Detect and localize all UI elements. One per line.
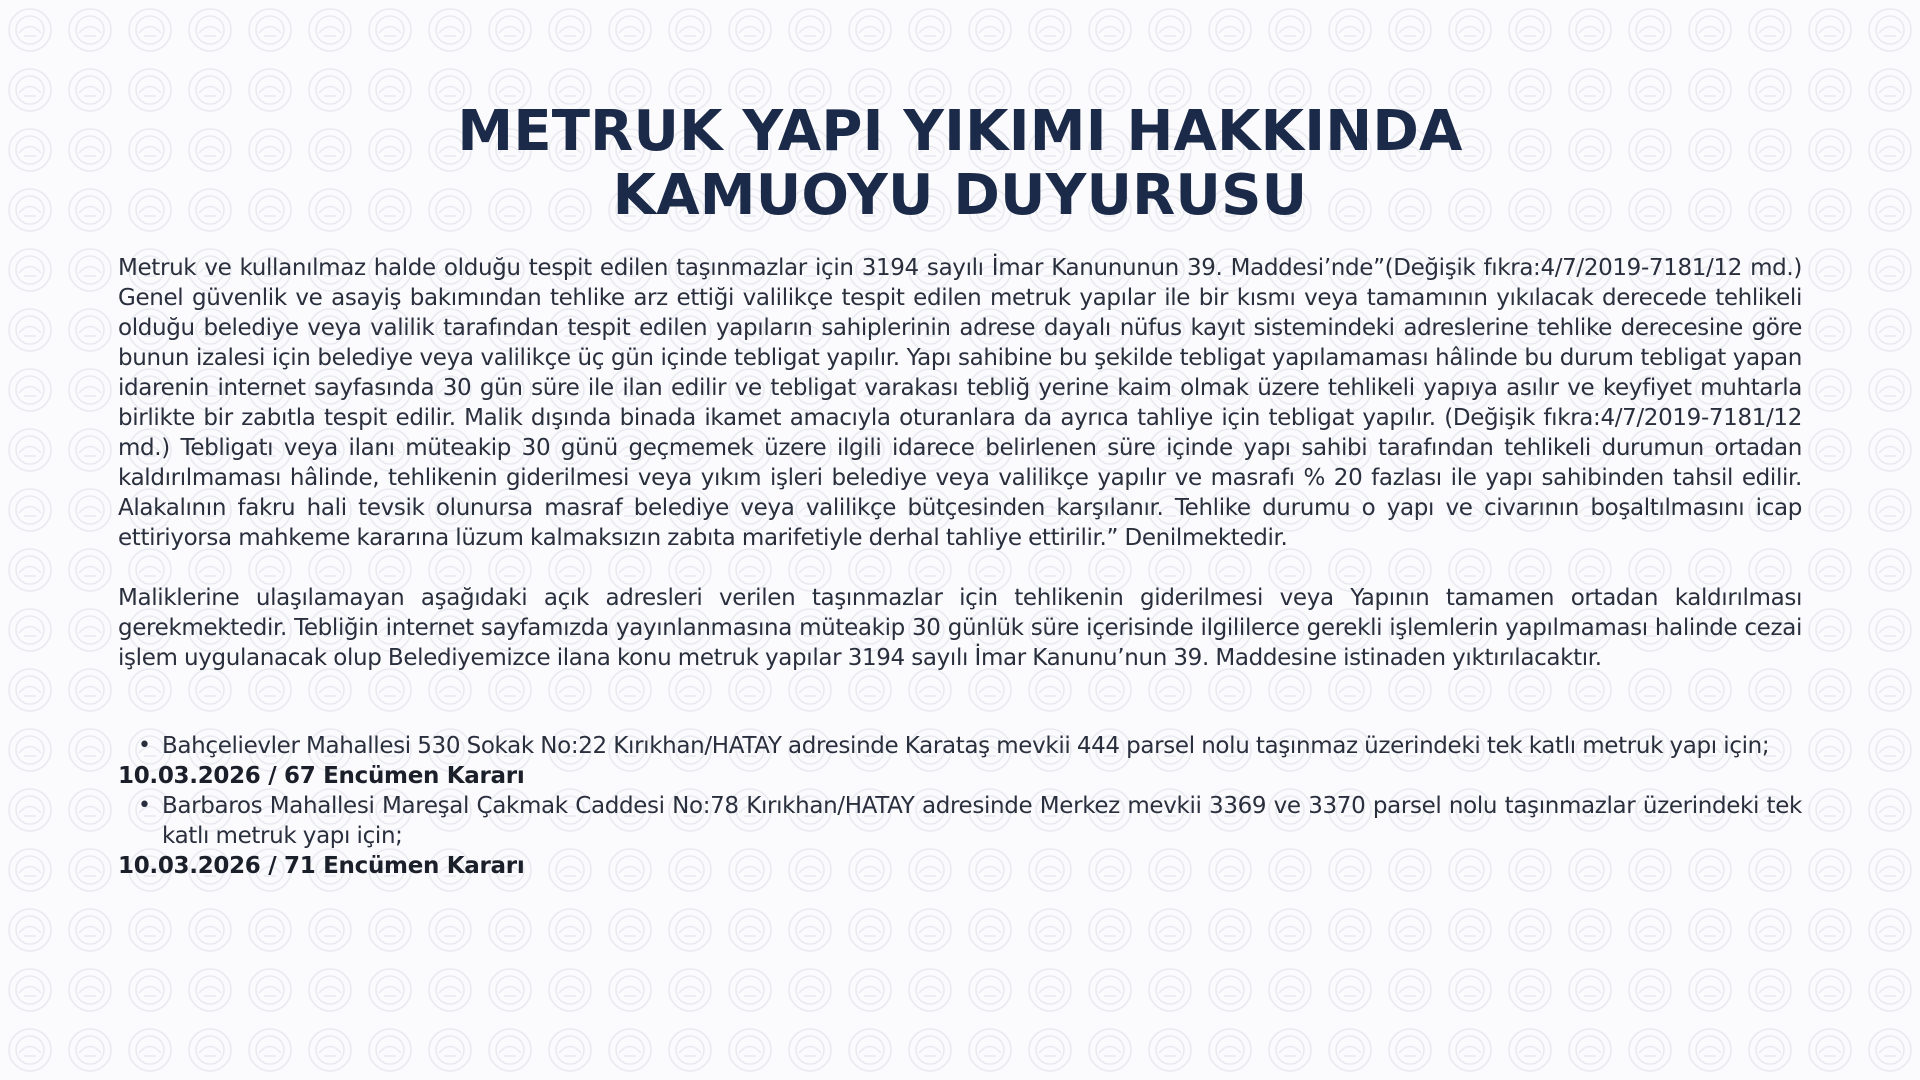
- list-item: [118, 791, 1802, 851]
- list-item: [118, 731, 1802, 761]
- property-list: [118, 731, 1802, 881]
- council-decision-label: 10.03.2026 / 67 Encümen Kararı: [118, 763, 525, 789]
- title-line-1: METRUK YAPI YIKIMI HAKKINDA: [457, 99, 1463, 164]
- title-line-2: KAMUOYU DUYURUSU: [612, 163, 1308, 228]
- legal-text-paragraph: Metruk ve kullanılmaz halde olduğu tespit edilen taşınmazlar için 3194 sayılı İmar Kanununun 39. Maddesi’nde”(Değişik fıkra:4/7/2019-7181/12 md.) Genel güvenlik ve asayiş bakımından tehlike arz ettiği valilikçe tespit edilen metruk yapılar ile bir kısmı veya tamamının yıkılacak derecede tehlikeli olduğu belediye veya valilik tarafından tespit edilen yapıların sahiplerinin adrese dayalı nüfus kayıt sistemindeki adreslerine tehlike derecesine göre bunun izalesi için belediye veya valilikçe üç gün içinde tebligat yapılır. Yapı sahibine bu şekilde tebligat yapılamaması hâlinde bu durum tebligat yapan idarenin internet sayfasında 30 gün süre ile ilan edilir ve tebligat varakası tebliğ yerine kaim olmak üzere tehlikeli yapıya asılır ve keyfiyet muhtarla birlikte bir zabıtla tespit edilir. Malik dışında binada ikamet amacıyla oturanlara da ayrıca tahliye için tebligat yapılır. (Değişik fıkra:4/7/2019-7181/12 md.) Tebligatı veya ilanı müteakip 30 günü geçmemek üzere ilgili idarece belirlenen süre içinde yapı sahibi tarafından tehlikeli durumun ortadan kaldırılmaması hâlinde, tehlikenin giderilmesi veya yıkım işleri belediye veya valilikçe yapılır ve masrafı % 20 fazlası ile yapı sahibinden tahsil edilir. Alakalının fakru hali tevsik olunursa masraf belediye veya valilikçe bütçesinden karşılanır. Tehlike durumu o yapı ve civarının boşaltılmasını icap ettiriyorsa mahkeme kararına lüzum kalmaksızın zabıta marifetiyle derhal tahliye ettirilir.” Denilmektedir.: [118, 255, 1802, 551]
- property-address-text: Bahçelievler Mahallesi 530 Sokak No:22 Kırıkhan/HATAY adresinde Karataş mevkii 444 parsel nolu taşınmaz üzerindeki tek katlı metruk yapı için;: [162, 733, 1770, 759]
- page-title: [118, 100, 1802, 228]
- property-address-text: Barbaros Mahallesi Mareşal Çakmak Caddesi No:78 Kırıkhan/HATAY adresinde Merkez mevkii 3369 ve 3370 parsel nolu taşınmazlar üzerindeki tek katlı metruk yapı için;: [162, 793, 1802, 849]
- bullet-icon: •: [138, 733, 151, 758]
- bullet-icon: •: [138, 793, 151, 818]
- announcement-paragraph: Maliklerine ulaşılamayan aşağıdaki açık adresleri verilen taşınmazlar için tehlikenin giderilmesi veya Yapının tamamen ortadan kaldırılması gerekmektedir. Tebliğin internet sayfamızda yayınlanmasına müteakip 30 günlük süre içerisinde ilgililerce gerekli işlemlerin yapılmaması halinde cezai işlem uygulanacak olup Belediyemizce ilana konu metruk yapılar 3194 sayılı İmar Kanunu’nun 39. Maddesine istinaden yıktırılacaktır.: [118, 585, 1802, 671]
- notice-page: [118, 0, 1802, 881]
- council-decision-label: 10.03.2026 / 71 Encümen Kararı: [118, 853, 525, 879]
